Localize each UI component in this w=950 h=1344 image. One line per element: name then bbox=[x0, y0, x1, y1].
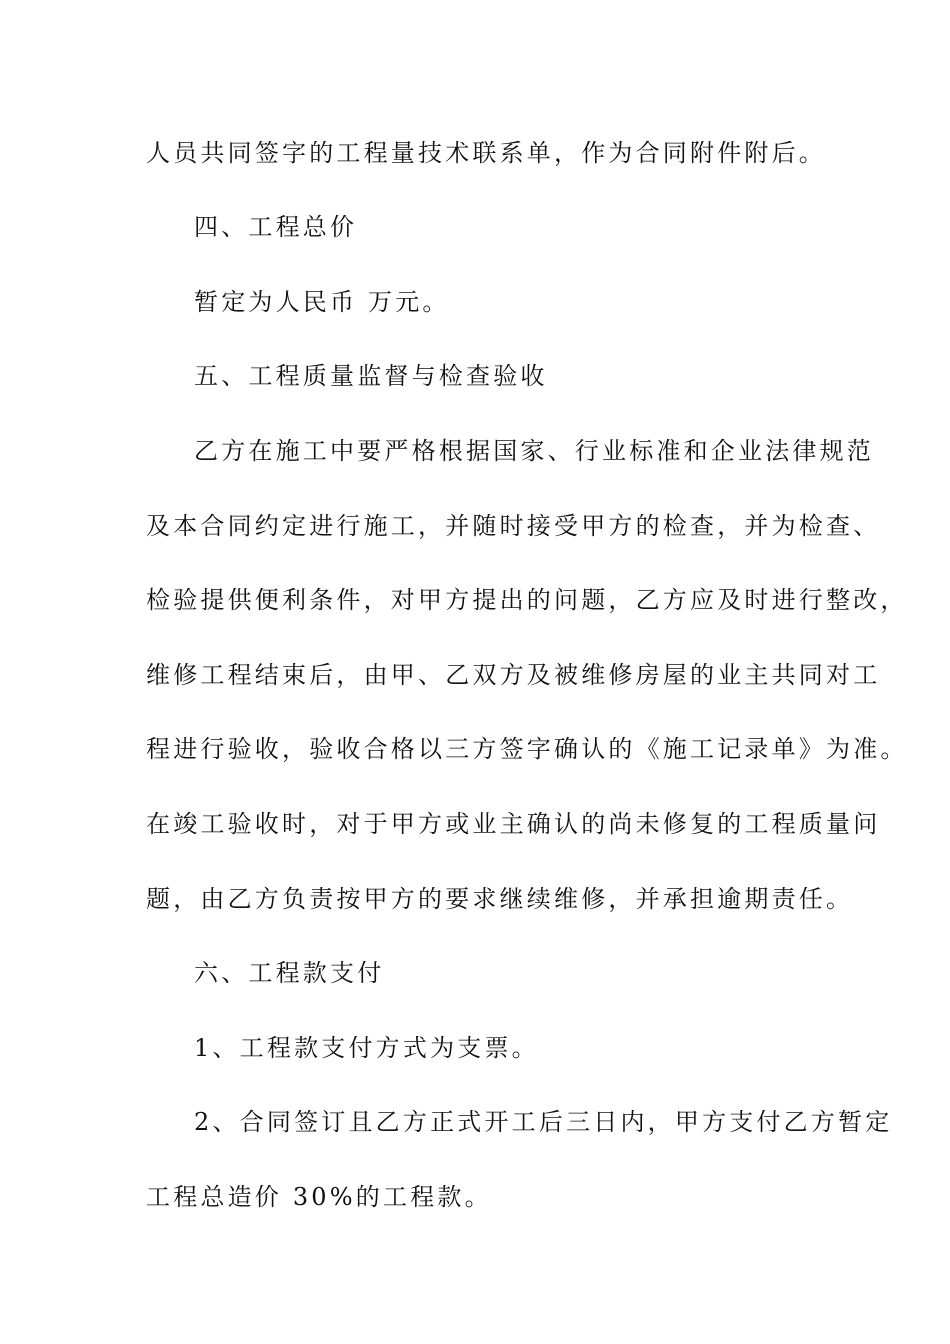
paragraph-line: 检验提供便利条件，对甲方提出的问题，乙方应及时进行整改， bbox=[146, 586, 908, 614]
paragraph-line: 及本合同约定进行施工，并随时接受甲方的检查，并为检查、 bbox=[146, 512, 881, 540]
paragraph-line: 乙方在施工中要严格根据国家、行业标准和企业法律规范 bbox=[194, 437, 874, 465]
paragraph-line: 题，由乙方负责按甲方的要求继续维修，并承担逾期责任。 bbox=[146, 885, 854, 913]
paragraph-line: 暂定为人民币 万元。 bbox=[194, 288, 450, 316]
paragraph-line: 1、工程款支付方式为支票。 bbox=[194, 1034, 539, 1062]
paragraph-line: 工程总造价 30%的工程款。 bbox=[146, 1183, 492, 1211]
paragraph-line: 在竣工验收时，对于甲方或业主确认的尚未修复的工程质量问 bbox=[146, 810, 881, 838]
section-heading: 五、工程质量监督与检查验收 bbox=[194, 362, 548, 390]
paragraph-line: 2、合同签订且乙方正式开工后三日内，甲方支付乙方暂定 bbox=[194, 1108, 893, 1136]
paragraph-line: 维修工程结束后，由甲、乙双方及被维修房屋的业主共同对工 bbox=[146, 661, 881, 689]
paragraph-line: 程进行验收，验收合格以三方签字确认的《施工记录单》为准。 bbox=[146, 735, 908, 763]
section-heading: 六、工程款支付 bbox=[194, 959, 385, 987]
paragraph-line: 人员共同签字的工程量技术联系单，作为合同附件附后。 bbox=[146, 139, 826, 167]
section-heading: 四、工程总价 bbox=[194, 213, 358, 241]
